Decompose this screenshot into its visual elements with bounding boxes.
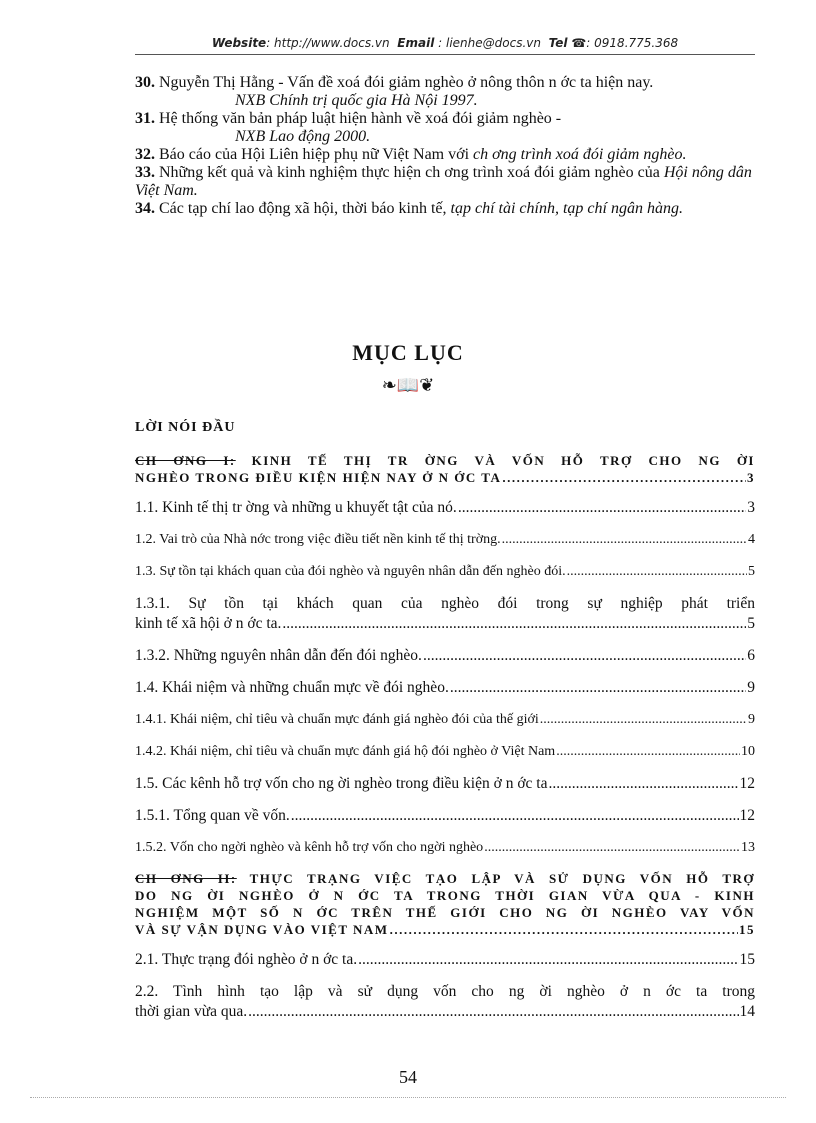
toc-entry: 1.5.2. Vốn cho ngời nghèo và kênh hỗ trợ vốn cho ngời nghèo ..... 13	[135, 838, 755, 858]
reference-item: 32. Báo cáo của Hội Liên hiệp phụ nữ Việt Nam với ch ơng trình xoá đói giảm nghèo.	[135, 146, 687, 163]
toc-entry: 1.3.1. Sự tồn tại khách quan của nghèo đói trong sự nghiệp phát triển kinh tế xã hội ở n ớc ta. ..... 5	[135, 594, 755, 634]
tel-value: : 0918.775.368	[586, 36, 679, 50]
toc-entry: 1.4.1. Khái niệm, chỉ tiêu và chuẩn mực đánh giá nghèo đói của thế giới ..... 9	[135, 710, 755, 730]
email-label: Email	[397, 36, 435, 50]
page-header	[135, 36, 755, 50]
toc-chapter-2: CH ƠNG II: THỰC TRẠNG VIỆC TẠO LẬP VÀ SỬ DỤNG VỐN HỖ TRỢ DO NG ỜI NGHÈO Ở N ỚC TA TRONG THỜI GIAN VỪA QUA - KINH NGHIỆM MỘT SỐ N ỚC TRÊN THẾ GIỚI CHO NG ỜI NGHÈO VAY VỐN VÀ SỰ VẬN DỤNG VÀO VIỆT NAM ..... 15	[135, 870, 755, 938]
reference-item: 30. Nguyễn Thị Hằng - Vấn đề xoá đói giảm nghèo ở nông thôn n ớc ta hiện nay. NXB Chính trị quốc gia Hà Nội 1997.	[135, 74, 654, 109]
toc-entry: 1.4. Khái niệm và những chuẩn mực về đói nghèo. ..... 9	[135, 678, 755, 698]
reference-item: 33. Những kết quả và kinh nghiệm thực hiện ch ơng trình xoá đói giảm nghèo của Hội nông dân Việt Nam.	[135, 164, 752, 199]
phone-icon: ☎	[571, 36, 587, 50]
reference-item: 31. Hệ thống văn bản pháp luật hiện hành về xoá đói giảm nghèo - NXB Lao động 2000.	[135, 110, 562, 145]
toc-entry: 1.4.2. Khái niệm, chỉ tiêu và chuẩn mực đánh giá hộ đói nghèo ở Việt Nam ..... 10	[135, 742, 755, 762]
toc-preface: LỜI NÓI ĐẦU	[135, 420, 236, 435]
footer-divider	[30, 1097, 786, 1098]
website-value: : http://www.docs.vn	[266, 36, 390, 50]
toc-chapter-1: CH ƠNG I: KINH TẾ THỊ TR ỜNG VÀ VỐN HỖ TRỢ CHO NG ỜI NGHÈO TRONG ĐIỀU KIỆN HIỆN NAY Ở N ỚC TA ..... 3	[135, 452, 755, 486]
toc-entry: 2.1. Thực trạng đói nghèo ở n ớc ta. ..... 15	[135, 950, 755, 970]
table-of-contents	[135, 420, 755, 1034]
toc-entry: 1.3. Sự tồn tại khách quan của đói nghèo và nguyên nhân dẫn đến nghèo đói. ..... 5	[135, 562, 755, 582]
email-value: : lienhe@docs.vn	[438, 36, 541, 50]
toc-entry: 1.5.1. Tổng quan về vốn. ..... 12	[135, 806, 755, 826]
toc-entry: 2.2. Tình hình tạo lập và sử dụng vốn cho ng ời nghèo ở n ớc ta trong thời gian vừa qua. ..... 14	[135, 982, 755, 1022]
toc-entry: 1.2. Vai trò của Nhà nớc trong việc điều tiết nền kinh tế thị trờng. ..... 4	[135, 530, 755, 550]
book-ornament-icon: ❧📖❦	[381, 375, 435, 395]
toc-entry: 1.1. Kinh tế thị tr ờng và những u khuyết tật của nó. ..... 3	[135, 498, 755, 518]
page-number: 54	[399, 1067, 417, 1087]
toc-entry: 1.3.2. Những nguyên nhân dẫn đến đói nghèo. ..... 6	[135, 646, 755, 666]
toc-title: MỤC LỤC	[352, 340, 464, 365]
toc-entry: 1.5. Các kênh hỗ trợ vốn cho ng ời nghèo trong điều kiện ở n ớc ta ..... 12	[135, 774, 755, 794]
tel-label: Tel	[548, 36, 568, 50]
reference-item: 34. Các tạp chí lao động xã hội, thời báo kinh tế, tạp chí tài chính, tạp chí ngân hàng.	[135, 200, 683, 217]
references-list	[135, 74, 755, 218]
header-divider	[135, 54, 755, 55]
website-label: Website	[211, 36, 267, 50]
